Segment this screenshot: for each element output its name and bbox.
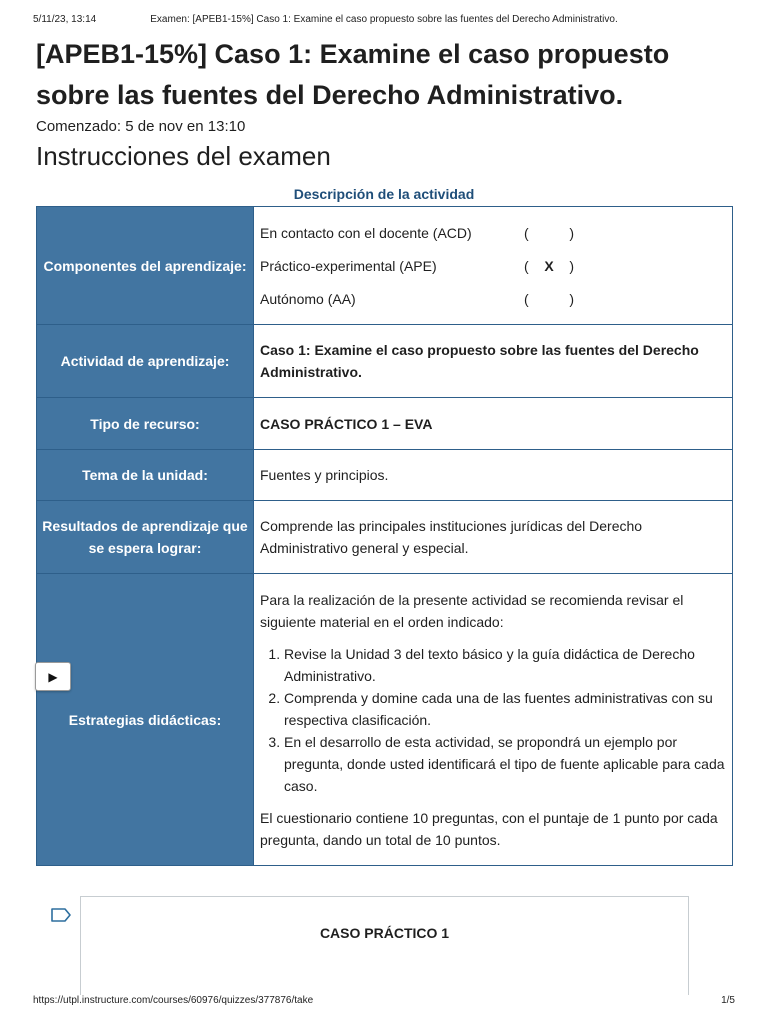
strategy-step: 3. En el desarrollo de esta actividad, se propondrá un ejemplo por pregunta, donde usted identificará el tipo de fuente aplicable para cada caso. [284, 731, 726, 797]
strategy-step: 1. Revise la Unidad 3 del texto básico y la guía didáctica de Derecho Administrativo. [284, 643, 726, 687]
components-value [254, 207, 733, 325]
question-box [80, 896, 689, 995]
strategies-intro: Para la realización de la presente actividad se recomienda revisar el siguiente material en el orden indicado: [260, 591, 684, 630]
print-document-title: Examen: [APEB1-15%] Caso 1: Examine el caso propuesto sobre las fuentes del Derecho Administrativo. [150, 14, 618, 25]
strategy-step: 2. Comprenda y domine cada una de las fuentes administrativas con su respectiva clasificación. [284, 687, 726, 731]
mark-open-paren: ( [524, 290, 529, 307]
activity-label: Actividad de aprendizaje: [37, 325, 254, 398]
instructions-heading: Instrucciones del examen [36, 141, 331, 171]
mark-open-paren: ( [524, 224, 529, 241]
component-item [260, 216, 726, 249]
activity-value: Caso 1: Examine el caso propuesto sobre las fuentes del Derecho Administrativo. [254, 325, 733, 398]
question-heading: CASO PRÁCTICO 1 [319, 925, 450, 941]
quiz-title: [APEB1-15%] Caso 1: Examine el caso propuesto sobre las fuentes del Derecho Administrativo. [36, 39, 670, 110]
mark-close-paren: ) [569, 224, 574, 241]
quiz-started-at: Comenzado: 5 de nov en 13:10 [36, 118, 246, 135]
component-name: Práctico-experimental (APE) [260, 257, 437, 274]
theme-row [37, 450, 733, 501]
mark-value: X [544, 257, 554, 274]
play-button[interactable] [35, 662, 71, 691]
resource-value: CASO PRÁCTICO 1 – EVA [254, 398, 733, 450]
mark-close-paren: ) [569, 257, 574, 274]
print-url: https://utpl.instructure.com/courses/60976/quizzes/377876/take [33, 995, 314, 1006]
results-row [37, 501, 733, 574]
component-name: En contacto con el docente (ACD) [260, 224, 472, 241]
component-mark [524, 288, 574, 310]
component-item [260, 249, 726, 282]
flag-icon[interactable] [50, 907, 72, 923]
component-mark [524, 222, 574, 244]
print-header [0, 14, 768, 30]
strategies-steps [260, 643, 726, 797]
activity-description-table [36, 206, 733, 866]
print-page-number: 1/5 [721, 995, 735, 1006]
strategies-value [254, 574, 733, 866]
strategies-row [37, 574, 733, 866]
resource-row [37, 398, 733, 450]
theme-label: Tema de la unidad: [37, 450, 254, 501]
strategies-label: Estrategias didácticas: [37, 574, 254, 866]
print-timestamp: 5/11/23, 13:14 [33, 14, 97, 25]
results-label: Resultados de aprendizaje que se espera lograr: [37, 501, 254, 574]
table-caption: Descripción de la actividad [293, 186, 475, 202]
strategies-footer: El cuestionario contiene 10 preguntas, con el puntaje de 1 punto por cada pregunta, dando un total de 10 puntos. [260, 809, 718, 848]
component-name: Autónomo (AA) [260, 290, 356, 307]
activity-row [37, 325, 733, 398]
mark-close-paren: ) [569, 290, 574, 307]
components-label: Componentes del aprendizaje: [37, 207, 254, 325]
results-value: Comprende las principales instituciones jurídicas del Derecho Administrativo general y especial. [254, 501, 733, 574]
components-row [37, 207, 733, 325]
theme-value: Fuentes y principios. [254, 450, 733, 501]
mark-open-paren: ( [524, 257, 529, 274]
component-item [260, 282, 726, 315]
resource-label: Tipo de recurso: [37, 398, 254, 450]
component-mark [524, 255, 574, 277]
play-icon: ▶ [48, 669, 58, 684]
print-footer [0, 995, 768, 1011]
